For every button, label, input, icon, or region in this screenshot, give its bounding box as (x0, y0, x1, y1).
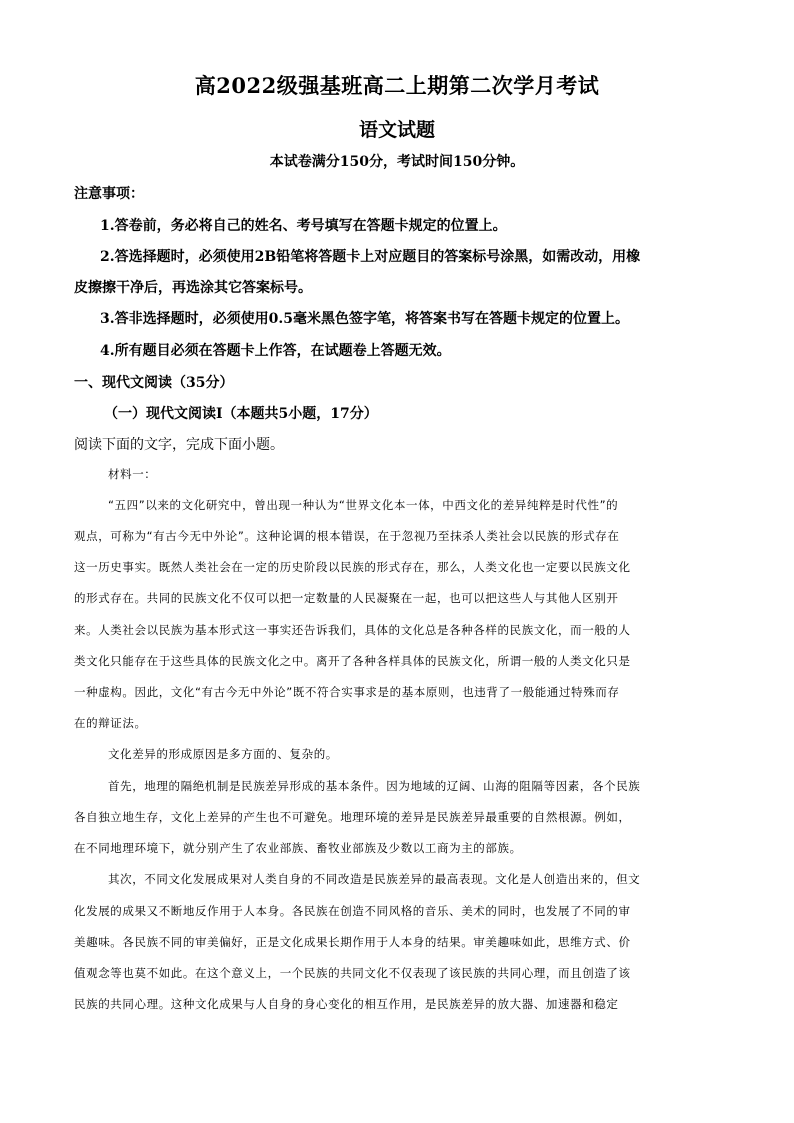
passage-line: 民族的共同心理。这种文化成果与人自身的身心变化的相互作用，是民族差异的放大器、加速器和稳定 (74, 997, 619, 1011)
note-item-1: 1.答卷前，务必将自己的姓名、考号填写在答题卡规定的位置上。 (100, 218, 507, 234)
passage-line: 来。人类社会以民族为基本形式这一事实还告诉我们，具体的文化总是各种各样的民族文化，而一般的人 (74, 623, 631, 637)
note-item-4: 4.所有题目必须在答题卡上作答，在试题卷上答题无效。 (100, 343, 451, 359)
reading-instruction: 阅读下面的文字，完成下面小题。 (74, 437, 284, 453)
passage-line: 在不同地理环境下，就分别产生了农业部族、畜牧业部族及少数以工商为主的部族。 (74, 841, 522, 855)
passage-line: 文化差异的形成原因是多方面的、复杂的。 (108, 747, 338, 761)
material-label: 材料一： (108, 467, 157, 481)
passage-line: 类文化只能存在于这些具体的民族文化之中。离开了各种各样具体的民族文化，所谓一般的人类文化只是 (74, 654, 631, 668)
passage-line: 美趣味。各民族不同的审美偏好，正是文化成果长期作用于人本身的结果。审美趣味如此，思维方式、价 (74, 935, 631, 949)
passage-line: 的形式存在。共同的民族文化不仅可以把一定数量的人民凝聚在一起，也可以把这些人与其他人区别开 (74, 591, 619, 605)
passage-line: 化发展的成果又不断地反作用于人本身。各民族在创造不同风格的音乐、美术的同时，也发展了不同的审 (74, 904, 631, 918)
note-item-3: 3.答非选择题时，必须使用0.5毫米黑色签字笔，将答案书写在答题卡规定的位置上。 (100, 311, 629, 327)
passage-line: 首先，地理的隔绝机制是民族差异形成的基本条件。因为地域的辽阔、山海的阻隔等因素，各个民族 (108, 779, 641, 793)
section-heading: 一、现代文阅读（35分） (74, 375, 234, 391)
subject-title: 语文试题 (358, 119, 435, 141)
passage-line: 一种虚构。因此，文化“有古今无中外论”既不符合实事求是的基本原则，也违背了一般能通过特殊而存 (74, 685, 620, 699)
exam-title: 高2022级强基班高二上期第二次学月考试 (194, 73, 600, 98)
sub-section-heading: （一）现代文阅读Ⅰ（本题共5小题，17分） (104, 406, 378, 422)
note-item-2: 2.答选择题时，必须使用2B铅笔将答题卡上对应题目的答案标号涂黑，如需改动，用橡 (100, 249, 641, 265)
passage-line: 值观念等也莫不如此。在这个意义上，一个民族的共同文化不仅表现了该民族的共同心理，而且创造了该 (74, 966, 631, 980)
notes-heading: 注意事项： (74, 186, 144, 202)
note-item-2-cont: 皮擦擦干净后，再选涂其它答案标号。 (74, 280, 312, 296)
passage-line: 这一历史事实。既然人类社会在一定的历史阶段以民族的形式存在，那么，人类文化也一定要以民族文化 (74, 560, 631, 574)
passage-line: “五四”以来的文化研究中，曾出现一种认为“世界文化本一体，中西文化的差异纯粹是时代性”的 (108, 498, 619, 512)
passage-line: 在的辩证法。 (74, 716, 147, 730)
exam-info: 本试卷满分150分，考试时间150分钟。 (269, 154, 525, 170)
passage-line: 观点，可称为“有古今无中外论”。这种论调的根本错误，在于忽视乃至抹杀人类社会以民族的形式存在 (74, 529, 620, 543)
passage-line: 各自独立地生存，文化上差异的产生也不可避免。地理环境的差异是民族差异最重要的自然根源。例如， (74, 810, 631, 824)
passage-line: 其次，不同文化发展成果对人类自身的不同改造是民族差异的最高表现。文化是人创造出来的，但文 (108, 872, 641, 886)
